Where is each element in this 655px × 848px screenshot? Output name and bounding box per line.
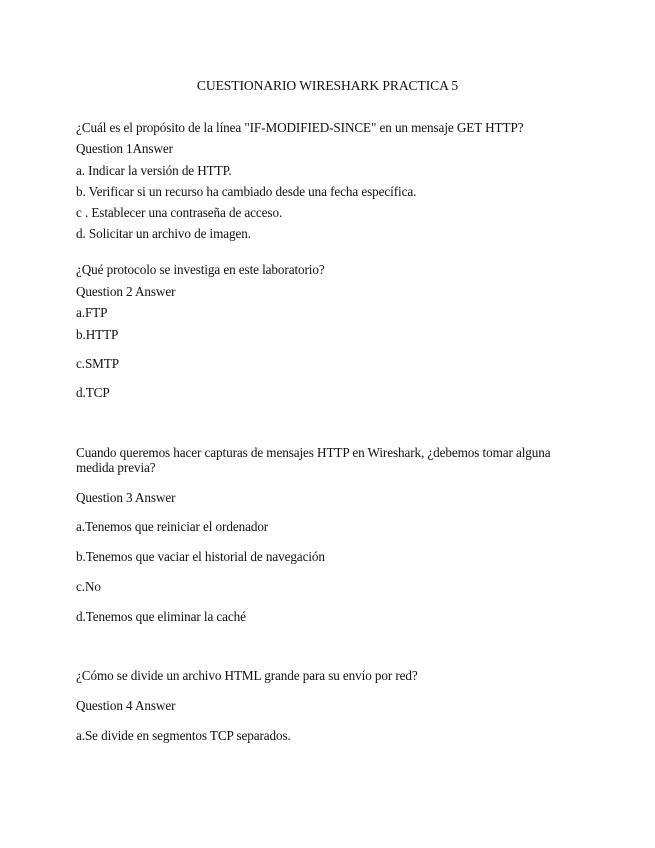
question-4-label: Question 4 Answer [76, 698, 176, 713]
question-1-option-a: a. Indicar la versión de HTTP. [76, 163, 232, 178]
question-3-label: Question 3 Answer [76, 490, 176, 505]
question-2-text: ¿Qué protocolo se investiga en este laboratorio? [76, 262, 325, 277]
question-1-option-c: c . Establecer una contraseña de acceso. [76, 205, 283, 220]
question-1-option-d: d. Solicitar un archivo de imagen. [76, 226, 251, 241]
question-2-option-c: c.SMTP [76, 356, 119, 371]
question-3-option-b: b.Tenemos que vaciar el historial de navegación [76, 549, 325, 564]
question-1-option-b: b. Verificar si un recurso ha cambiado desde una fecha específica. [76, 184, 417, 199]
question-1-text: ¿Cuál es el propósito de la línea "IF-MODIFIED-SINCE" en un mensaje GET HTTP? [76, 120, 524, 135]
question-3-option-d: d.Tenemos que eliminar la caché [76, 609, 246, 624]
question-2-option-b: b.HTTP [76, 327, 119, 342]
question-3-option-c: c.No [76, 579, 101, 594]
question-1-label: Question 1Answer [76, 141, 173, 156]
question-2-option-a: a.FTP [76, 305, 108, 320]
question-2-option-d: d.TCP [76, 385, 110, 400]
question-2-label: Question 2 Answer [76, 284, 176, 299]
question-4-text: ¿Cómo se divide un archivo HTML grande para su envío por red? [76, 668, 418, 683]
question-4-option-a: a.Se divide en segmentos TCP separados. [76, 728, 291, 743]
question-3-option-a: a.Tenemos que reiniciar el ordenador [76, 519, 269, 534]
question-3-text: Cuando queremos hacer capturas de mensajes HTTP en Wireshark, ¿debemos tomar alguna medida previa? [76, 445, 551, 475]
page-title: CUESTIONARIO WIRESHARK PRACTICA 5 [196, 78, 459, 93]
